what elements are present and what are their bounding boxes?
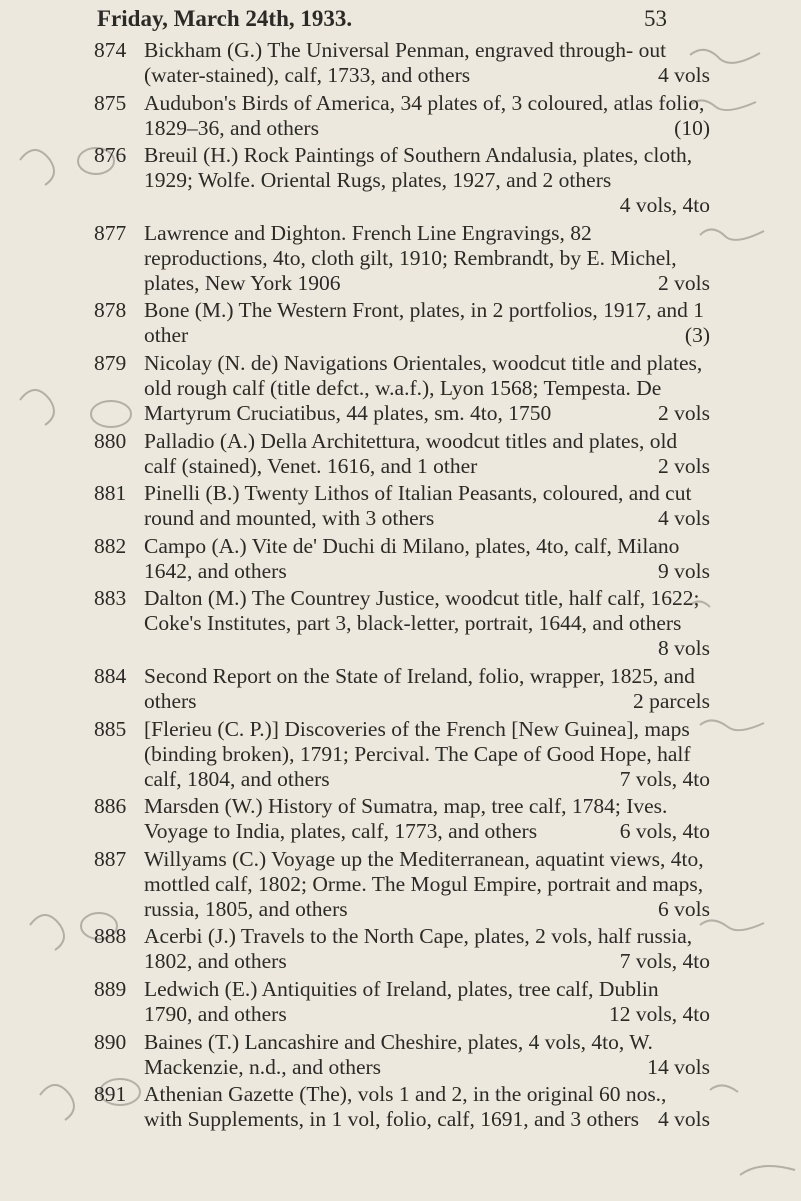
lot-quantity: 2 parcels — [632, 688, 710, 713]
lot-number: 891 — [94, 1082, 127, 1107]
lot-number: 878 — [94, 298, 127, 323]
lot-quantity: 2 vols — [658, 270, 710, 295]
lot-number: 884 — [94, 663, 127, 688]
lot-number: 880 — [94, 428, 127, 453]
lot-description: [Flerieu (C. P.)] Discoveries of the French [New Guinea], maps (binding broken), 1791; Percival. The Cape of Good Hope, half calf, 1804, and others 7 vols, 4to — [144, 716, 710, 791]
lot-quantity: 9 vols — [658, 558, 710, 583]
lot-quantity: 4 vols, 4to — [619, 193, 710, 218]
lot-number: 881 — [94, 481, 127, 506]
lot-description: Audubon's Birds of America, 34 plates of, 3 coloured, atlas folio, 1829–36, and others (10) — [144, 90, 710, 140]
lot-entry — [94, 1030, 710, 1080]
lot-entry — [94, 429, 710, 479]
lot-entry — [94, 221, 710, 296]
lot-entry — [94, 143, 710, 218]
lot-number: 876 — [94, 143, 127, 168]
lot-quantity: 7 vols, 4to — [619, 766, 710, 791]
lot-number: 877 — [94, 220, 127, 245]
lot-description: Baines (T.) Lancashire and Cheshire, plates, 4 vols, 4to, W. Mackenzie, n.d., and others 14 vols — [144, 1029, 710, 1079]
lot-entry — [94, 298, 710, 348]
lot-entry — [94, 717, 710, 792]
lot-number: 889 — [94, 976, 127, 1001]
lot-number: 874 — [94, 38, 127, 62]
lot-description: Bickham (G.) The Universal Penman, engraved through- out (water-stained), calf, 1733, and others 4 vols — [144, 38, 710, 87]
lot-description: Marsden (W.) History of Sumatra, map, tree calf, 1784; Ives. Voyage to India, plates, calf, 1773, and others 6 vols, 4to — [144, 794, 710, 844]
lot-description: Nicolay (N. de) Navigations Orientales, woodcut title and plates, old rough calf (title defct., w.a.f.), Lyon 1568; Tempesta. De Martyrum Cruciatibus, 44 plates, sm. 4to, 1750 2 vols — [144, 350, 710, 425]
lot-entry — [94, 924, 710, 974]
lot-entry — [94, 91, 710, 141]
lot-quantity: (3) — [684, 323, 710, 348]
lot-quantity: 6 vols, 4to — [619, 819, 710, 844]
lot-description: Pinelli (B.) Twenty Lithos of Italian Peasants, coloured, and cut round and mounted, with 3 others 4 vols — [144, 481, 710, 531]
lot-description: Bone (M.) The Western Front, plates, in 2 portfolios, 1917, and 1 other (3) — [144, 298, 710, 348]
lot-quantity: 8 vols — [658, 636, 710, 661]
lot-quantity: 14 vols — [647, 1054, 710, 1079]
lot-description: Willyams (C.) Voyage up the Mediterranean, aquatint views, 4to, mottled calf, 1802; Orme. The Mogul Empire, portrait and maps, russia, 1805, and others 6 vols — [144, 846, 710, 921]
page-number: 53 — [644, 6, 667, 31]
lot-quantity: 4 vols — [658, 506, 710, 531]
lot-description: Dalton (M.) The Countrey Justice, woodcut title, half calf, 1622; Coke's Institutes, part 3, black-letter, portrait, 1644, and others 8 vols — [144, 586, 710, 661]
lot-entry — [94, 1082, 710, 1132]
lot-entry — [94, 664, 710, 714]
lot-description: Palladio (A.) Della Architettura, woodcut titles and plates, old calf (stained), Venet. 1616, and 1 other 2 vols — [144, 428, 710, 478]
lot-entry — [94, 351, 710, 426]
lot-entry — [94, 847, 710, 922]
lot-number: 890 — [94, 1029, 127, 1054]
lot-number: 879 — [94, 350, 127, 375]
lot-number: 882 — [94, 533, 127, 558]
sale-date: Friday, March 24th, 1933. — [97, 6, 353, 31]
lot-quantity: 7 vols, 4to — [619, 949, 710, 974]
lot-description: Campo (A.) Vite de' Duchi di Milano, plates, 4to, calf, Milano 1642, and others 9 vols — [144, 533, 710, 583]
lot-entry — [94, 586, 710, 661]
lot-number: 887 — [94, 846, 127, 871]
lot-number: 888 — [94, 924, 127, 949]
lot-entry — [94, 534, 710, 584]
lot-quantity: 4 vols — [658, 1107, 710, 1132]
lot-quantity: 4 vols — [658, 63, 710, 87]
lot-number: 875 — [94, 90, 127, 115]
lot-number: 883 — [94, 586, 127, 611]
lot-entry — [94, 977, 710, 1027]
lot-quantity: 6 vols — [658, 896, 710, 921]
lot-description: Second Report on the State of Ireland, folio, wrapper, 1825, and others 2 parcels — [144, 663, 710, 713]
page-header — [97, 6, 667, 32]
lot-description: Ledwich (E.) Antiquities of Ireland, plates, tree calf, Dublin 1790, and others 12 vols, 4to — [144, 976, 710, 1026]
lot-quantity: (10) — [674, 115, 710, 140]
lot-quantity: 12 vols, 4to — [609, 1001, 710, 1026]
lot-quantity: 2 vols — [658, 453, 710, 478]
lot-description: Breuil (H.) Rock Paintings of Southern Andalusia, plates, cloth, 1929; Wolfe. Oriental Rugs, plates, 1927, and 2 others 4 vols, 4to — [144, 143, 710, 218]
lot-description: Acerbi (J.) Travels to the North Cape, plates, 2 vols, half russia, 1802, and others 7 vols, 4to — [144, 924, 710, 974]
lot-quantity: 2 vols — [658, 400, 710, 425]
lot-entry — [94, 481, 710, 531]
lot-list — [94, 38, 710, 1135]
lot-entry — [94, 794, 710, 844]
lot-description: Athenian Gazette (The), vols 1 and 2, in the original 60 nos., with Supplements, in 1 vol, folio, calf, 1691, and 3 others 4 vols — [144, 1082, 710, 1132]
lot-number: 886 — [94, 794, 127, 819]
lot-number: 885 — [94, 716, 127, 741]
lot-description: Lawrence and Dighton. French Line Engravings, 82 reproductions, 4to, cloth gilt, 1910; Rembrandt, by E. Michel, plates, New York 1906 2 vols — [144, 220, 710, 295]
lot-entry — [94, 38, 710, 88]
